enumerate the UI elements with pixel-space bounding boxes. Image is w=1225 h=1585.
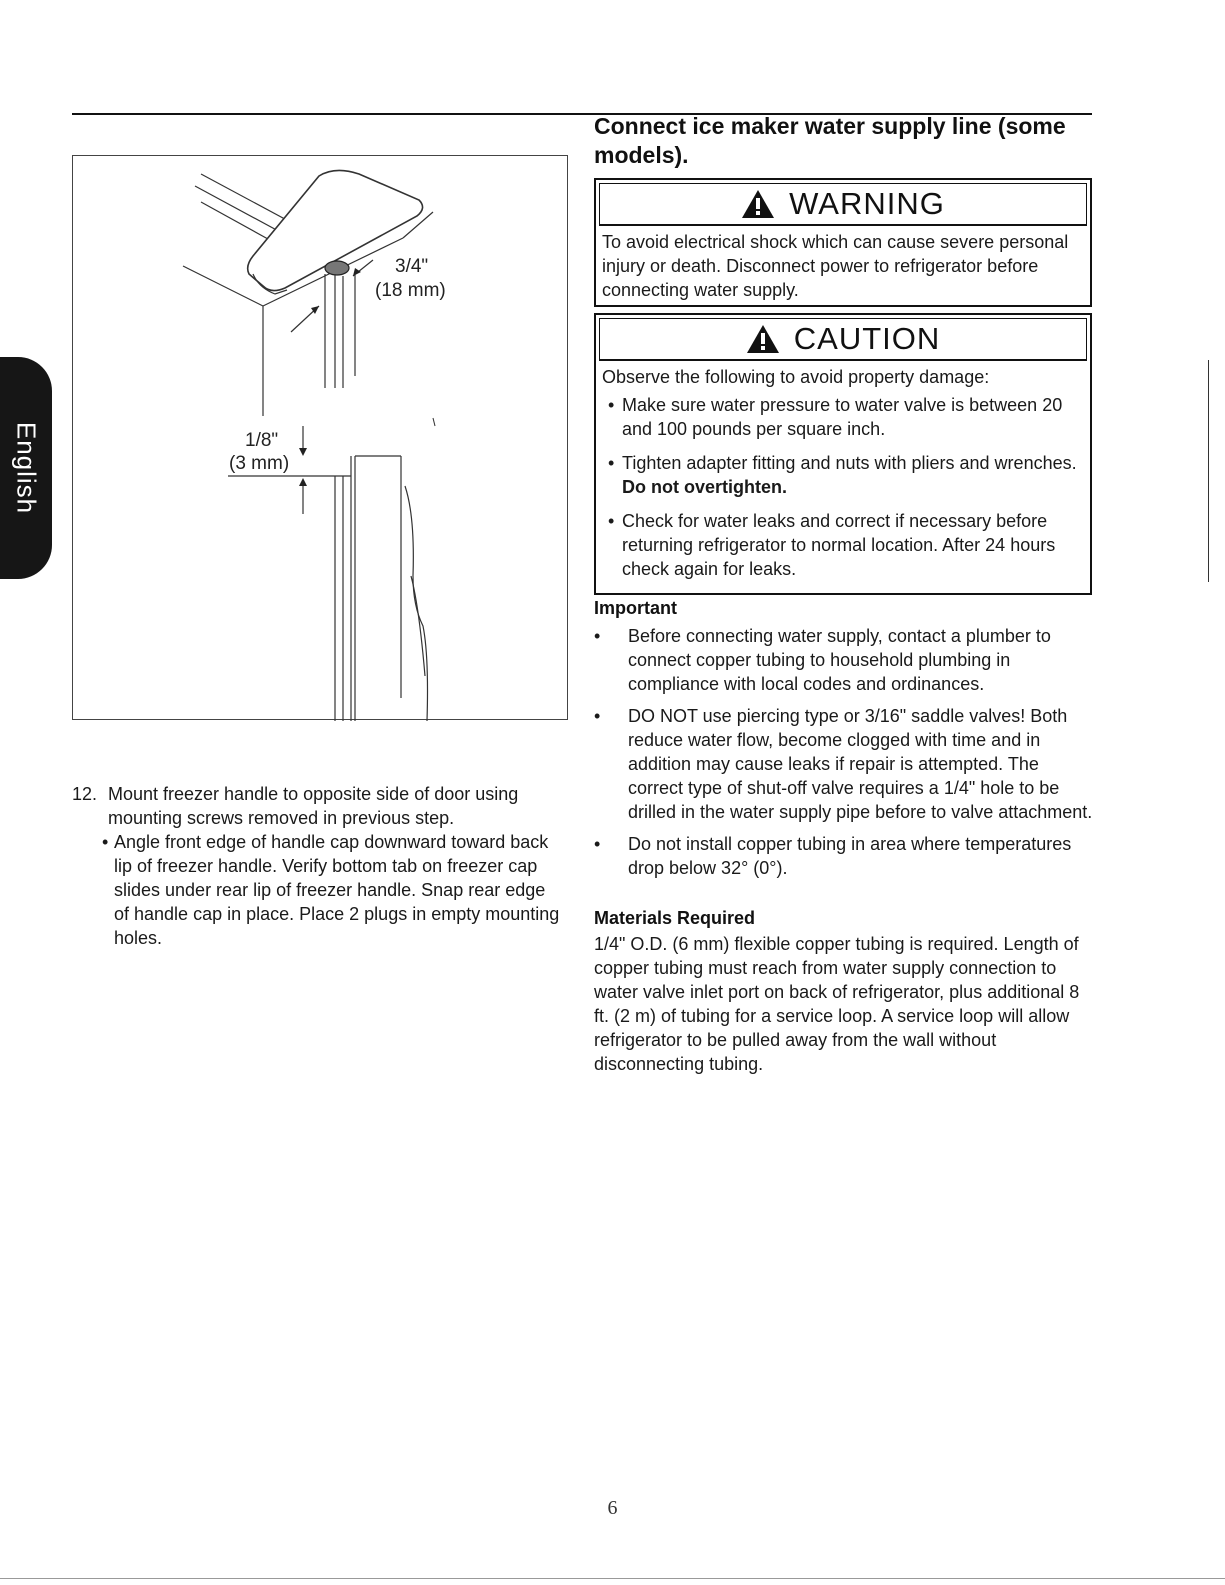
warning-box <box>594 178 1092 307</box>
bullet-dot: • <box>594 834 601 854</box>
caution-bullet-bold: Do not overtighten. <box>622 477 787 497</box>
caution-title: CAUTION <box>793 321 941 356</box>
important-item <box>594 624 1094 696</box>
dim-top-fraction: 3/4" <box>395 256 429 277</box>
dim-gap-metric: (3 mm) <box>229 453 290 474</box>
warning-text: To avoid electrical shock which can cause severe personal injury or death. Disconnect power to refrigerator before connecting water supply. <box>602 232 1069 300</box>
page-number: 6 <box>607 1497 618 1519</box>
bullet-dot: • <box>102 832 109 852</box>
warning-title: WARNING <box>789 186 945 221</box>
caution-bullet-text: Tighten adapter fitting and nuts with pliers and wrenches. <box>622 453 1077 473</box>
caution-bullet-text: Check for water leaks and correct if necessary before returning refrigerator to normal location. After 24 hours check again for leaks. <box>622 511 1056 579</box>
margin-mark <box>1208 360 1209 582</box>
caution-bullet <box>602 451 1090 499</box>
handle-figure <box>72 155 568 720</box>
caution-box <box>594 313 1092 595</box>
section-title: Connect ice maker water supply line (some models). <box>594 113 1066 168</box>
language-tab <box>0 357 52 579</box>
bottom-rule <box>0 1578 1225 1579</box>
important-list <box>594 624 1094 882</box>
step-bullet-text: Angle front edge of handle cap downward toward back lip of freezer handle. Verify bottom tab on freezer cap slides under rear lip of freezer handle. Snap rear edge of handle cap in place. Place 2 plugs in empty mounting holes. <box>114 832 560 948</box>
caution-bullet <box>602 509 1090 581</box>
warning-header <box>599 183 1087 226</box>
caution-header <box>599 318 1087 361</box>
caution-bullet <box>602 393 1090 441</box>
bullet-dot: • <box>608 453 615 473</box>
important-item-text: Before connecting water supply, contact a plumber to connect copper tubing to household plumbing in compliance with local codes and ordinances. <box>628 626 1051 694</box>
step-number: 12. <box>72 784 98 804</box>
warning-icon <box>741 189 775 219</box>
important-item-text: Do not install copper tubing in area where temperatures drop below 32° (0°). <box>628 834 1072 878</box>
dim-top-metric: (18 mm) <box>375 280 446 301</box>
bullet-dot: • <box>594 626 601 646</box>
step-12 <box>72 782 562 950</box>
dim-gap-fraction: 1/8" <box>245 430 279 451</box>
caution-body <box>596 361 1090 581</box>
important-item <box>594 704 1094 824</box>
materials-heading: Materials Required <box>594 908 756 928</box>
bullet-dot: • <box>594 706 601 726</box>
important-item-text: DO NOT use piercing type or 3/16" saddle valves! Both reduce water flow, become clogged with time and in addition may cause leaks if repair is attempted. The correct type of shut-off valve requires a 1/4" hole to be drilled in the water supply pipe before to valve attachment. <box>628 706 1093 822</box>
bullet-dot: • <box>608 395 615 415</box>
caution-icon <box>746 324 780 354</box>
language-tab-label: English <box>11 421 42 515</box>
important-item <box>594 832 1094 880</box>
bullet-dot: • <box>608 511 615 531</box>
materials-text: 1/4" O.D. (6 mm) flexible copper tubing is required. Length of copper tubing must reach from water supply connection to water valve inlet port on back of refrigerator, plus additional 8 ft. (2 m) of tubing for a service loop. A service loop will allow refrigerator to be pulled away from the wall without disconnecting tubing. <box>594 934 1080 1074</box>
caution-intro: Observe the following to avoid property damage: <box>602 367 990 387</box>
step-text: Mount freezer handle to opposite side of door using mounting screws removed in previous step. <box>108 784 519 828</box>
caution-bullet-text: Make sure water pressure to water valve is between 20 and 100 pounds per square inch. <box>622 395 1063 439</box>
step-bullet <box>102 830 562 950</box>
important-heading: Important <box>594 598 677 618</box>
warning-body <box>596 226 1090 302</box>
handle-illustration <box>73 156 569 721</box>
